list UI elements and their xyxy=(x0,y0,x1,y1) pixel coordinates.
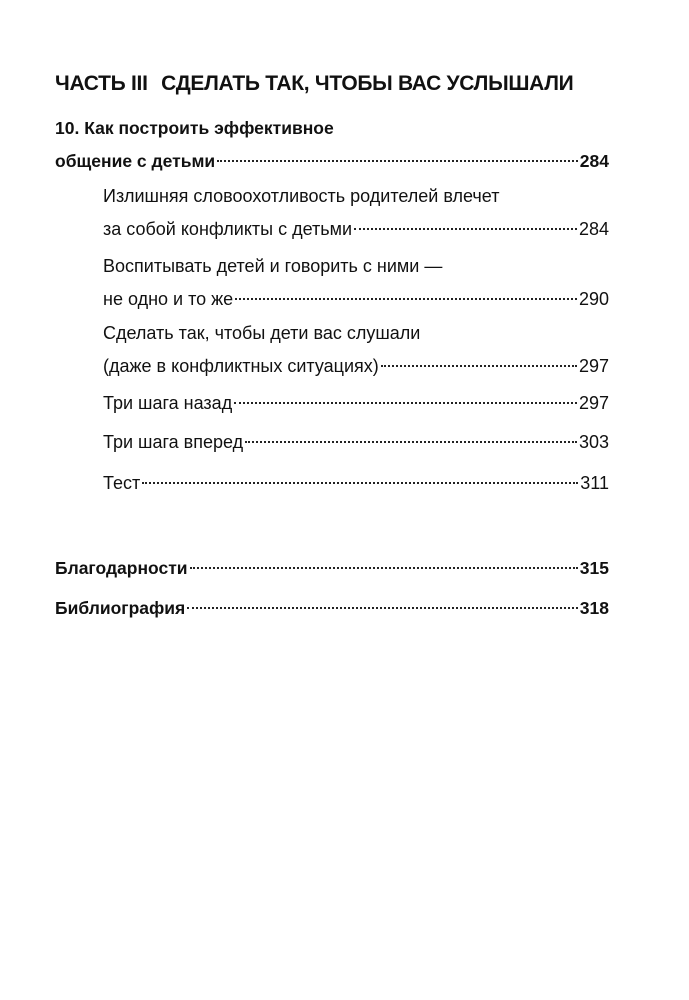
chapter-title-line1: 10. Как построить эффективное xyxy=(55,118,334,138)
page-number: 311 xyxy=(580,473,609,493)
page-number: 290 xyxy=(578,289,609,309)
toc-chapter-entry[interactable] xyxy=(55,112,609,178)
toc-section-entry[interactable] xyxy=(103,317,609,383)
dot-leader xyxy=(245,441,577,443)
section-title-line1: Сделать так, чтобы дети вас слушали xyxy=(103,323,421,343)
dot-leader xyxy=(190,567,578,569)
chapter-title-line2: общение с детьми xyxy=(55,151,216,171)
toc-section-entry[interactable] xyxy=(103,467,609,500)
section-title-line2: за собой конфликты с детьми xyxy=(103,219,353,239)
section-title-line1: Воспитывать детей и говорить с ними — xyxy=(103,256,443,276)
section-title-line2: не одно и то же xyxy=(103,289,234,309)
part-title: СДЕЛАТЬ ТАК, ЧТОБЫ ВАС УСЛЫШАЛИ xyxy=(161,72,574,95)
page-number: 318 xyxy=(579,598,609,618)
dot-leader xyxy=(354,228,577,230)
toc-section-entry[interactable] xyxy=(103,387,609,420)
section-title: Три шага вперед xyxy=(103,432,244,452)
toc-section-entry[interactable] xyxy=(103,180,609,246)
section-title: Три шага назад xyxy=(103,393,233,413)
dot-leader xyxy=(235,298,577,300)
section-title-line1: Излишняя словоохотливость родителей влечет xyxy=(103,186,500,206)
page-number: 303 xyxy=(578,432,609,452)
dot-leader xyxy=(142,482,578,484)
backmatter-title: Библиография xyxy=(55,598,186,618)
dot-leader xyxy=(381,365,577,367)
section-title: Тест xyxy=(103,473,141,493)
toc-section-entry[interactable] xyxy=(103,250,609,316)
page-number: 315 xyxy=(579,558,609,578)
page-number: 297 xyxy=(578,393,609,413)
dot-leader xyxy=(187,607,578,609)
toc-section-entry[interactable] xyxy=(103,426,609,459)
backmatter-title: Благодарности xyxy=(55,558,188,578)
part-number: ЧАСТЬ III xyxy=(55,72,148,95)
page-number: 284 xyxy=(579,151,609,171)
page-number: 284 xyxy=(578,219,609,239)
dot-leader xyxy=(217,160,578,162)
page-number: 297 xyxy=(578,356,609,376)
toc-backmatter-entry[interactable] xyxy=(55,552,609,585)
dot-leader xyxy=(234,402,577,404)
section-title-line2: (даже в конфликтных ситуациях) xyxy=(103,356,379,376)
toc-backmatter-entry[interactable] xyxy=(55,592,609,625)
part-heading xyxy=(55,72,615,96)
